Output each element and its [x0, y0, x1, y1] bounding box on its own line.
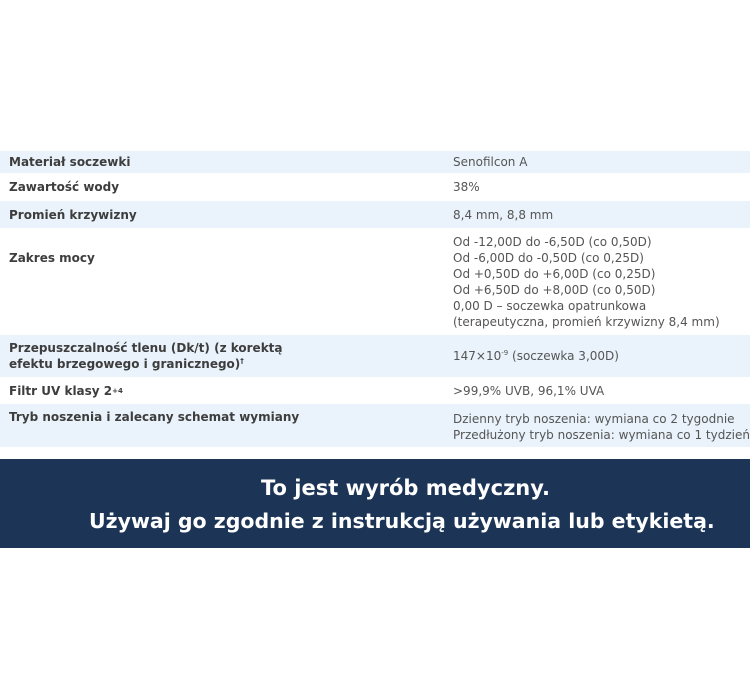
row-value — [446, 151, 750, 173]
value-line: Dzienny tryb noszenia: wymiana co 2 tygodnie — [453, 412, 735, 426]
spec-table — [0, 151, 750, 447]
row-value — [446, 228, 750, 335]
label-line: efektu brzegowego i granicznego) — [9, 357, 241, 371]
value-line: 8,4 mm, 8,8 mm — [453, 207, 554, 222]
spec-row-base-curve — [0, 201, 750, 228]
row-value — [446, 201, 750, 228]
value-line: Od +0,50D do +6,00D (co 0,25D) — [453, 266, 656, 281]
row-label: Filtr UV klasy 2 +4 — [9, 383, 123, 398]
spec-row-power-range — [0, 228, 750, 335]
footnote-mark: † — [240, 357, 244, 365]
value-line: 0,00 D – soczewka opatrunkowa — [453, 298, 647, 313]
value-line: Od -12,00D do -6,50D (co 0,50D) — [453, 234, 652, 249]
spec-row-wear-schedule — [0, 404, 750, 447]
medical-device-banner — [0, 459, 750, 548]
spec-row-material — [0, 151, 750, 173]
spec-row-uv-filter — [0, 377, 750, 404]
row-label: Promień krzywizny — [9, 207, 137, 222]
value-exponent: -9 — [501, 349, 509, 357]
row-label: Zakres mocy — [9, 251, 95, 265]
banner-line: Używaj go zgodnie z instrukcją używania lub etykietą. — [89, 509, 715, 533]
value-tail: (soczewka 3,00D) — [508, 349, 619, 363]
value-line: Senofilcon A — [453, 155, 528, 169]
row-value — [446, 404, 750, 447]
value-line: >99,9% UVB, 96,1% UVA — [453, 383, 605, 398]
label-line: Przepuszczalność tlenu (Dk/t) (z korektą — [9, 341, 283, 355]
banner-line: To jest wyrób medyczny. — [261, 476, 550, 500]
spec-row-oxygen-transmissibility — [0, 335, 750, 377]
row-label: Materiał soczewki — [9, 155, 131, 169]
row-value — [446, 173, 750, 201]
value-line — [453, 348, 750, 364]
spec-row-water-content — [0, 173, 750, 201]
row-value — [446, 377, 750, 404]
row-label: Zawartość wody — [9, 180, 120, 194]
value-line: Od -6,00D do -0,50D (co 0,25D) — [453, 250, 644, 265]
value-line: (terapeutyczna, promień krzywizny 8,4 mm) — [453, 314, 720, 329]
row-label: Tryb noszenia i zalecany schemat wymiany — [9, 410, 300, 424]
row-label — [0, 335, 446, 377]
label-text: Filtr UV klasy 2 — [9, 383, 113, 398]
row-value — [446, 335, 750, 377]
value-line: Przedłużony tryb noszenia: wymiana co 1 tydzień — [453, 428, 750, 442]
value-line: 38% — [453, 180, 480, 194]
label-line-with-note — [9, 356, 244, 372]
value-line: Od +6,50D do +8,00D (co 0,50D) — [453, 282, 656, 297]
value-base: 147×10 — [453, 349, 502, 363]
